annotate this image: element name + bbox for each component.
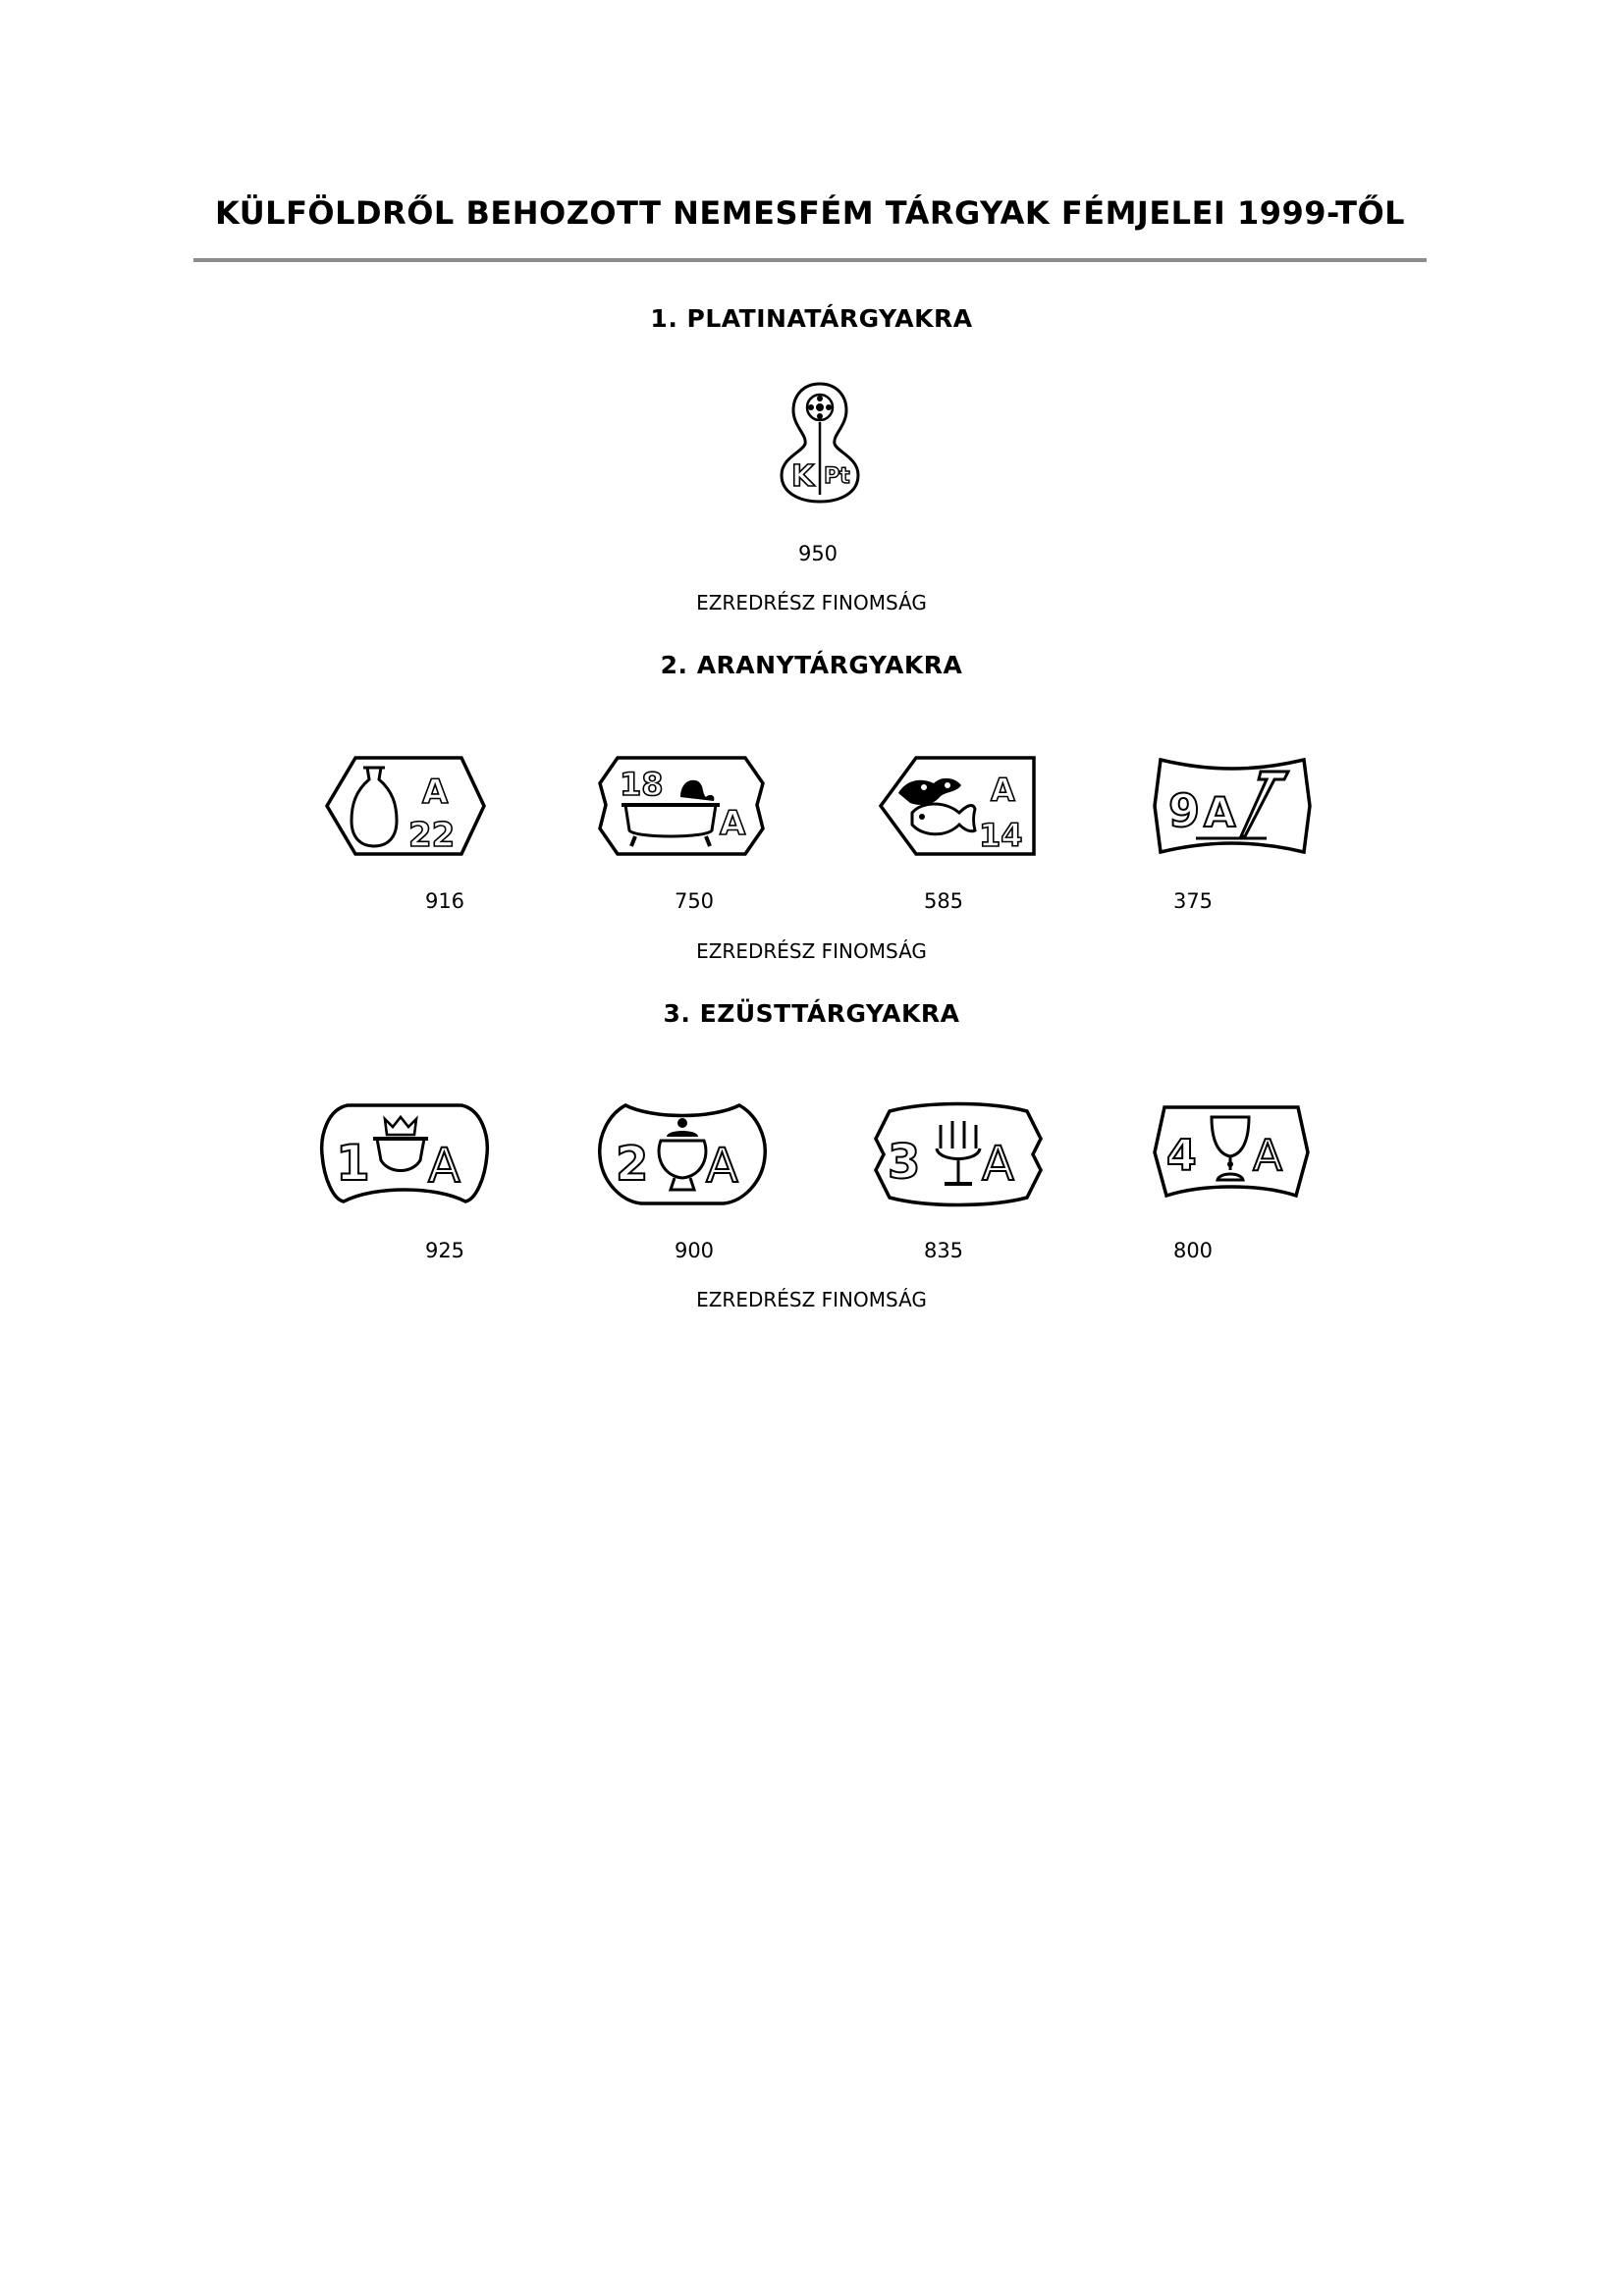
svg-text:3: 3 xyxy=(888,1135,921,1190)
section-heading-silver: 3. EZÜSTTÁRGYAKRA xyxy=(663,999,960,1028)
fineness-value: 900 xyxy=(674,1239,715,1262)
gold-mark-nail-icon xyxy=(1151,754,1314,858)
svg-text:2: 2 xyxy=(616,1137,649,1192)
fineness-caption: EZREDRÉSZ FINOMSÁG xyxy=(696,591,927,614)
svg-text:Pt: Pt xyxy=(824,464,850,489)
page-title: KÜLFÖLDRŐL BEHOZOTT NEMESFÉM TÁRGYAK FÉMJELEI 1999-TŐL xyxy=(214,194,1406,232)
fineness-caption: EZREDRÉSZ FINOMSÁG xyxy=(696,1288,927,1311)
gold-mark-vase-icon xyxy=(324,754,487,858)
section-heading-platinum: 1. PLATINATÁRGYAKRA xyxy=(650,304,973,333)
silver-mark-sugarbowl-icon xyxy=(596,1097,769,1207)
platinum-mark-kpt-icon xyxy=(778,381,862,505)
fineness-value: 925 xyxy=(424,1239,465,1262)
svg-text:18: 18 xyxy=(620,766,664,803)
svg-text:A: A xyxy=(982,1137,1014,1192)
fineness-value: 375 xyxy=(1172,889,1214,913)
fineness-caption: EZREDRÉSZ FINOMSÁG xyxy=(696,939,927,963)
section-heading-gold: 2. ARANYTÁRGYAKRA xyxy=(660,651,963,679)
svg-text:A: A xyxy=(1204,788,1236,836)
svg-text:A: A xyxy=(428,1139,460,1194)
svg-text:4: 4 xyxy=(1166,1131,1197,1181)
svg-text:K: K xyxy=(791,459,815,494)
silver-mark-crown-icon xyxy=(318,1099,491,1207)
fineness-value: 835 xyxy=(923,1239,964,1262)
title-divider xyxy=(193,258,1427,262)
silver-mark-candelabrum-icon xyxy=(868,1099,1049,1207)
fineness-value: 750 xyxy=(674,889,715,913)
svg-text:A: A xyxy=(720,804,746,843)
gold-mark-fish-icon xyxy=(877,754,1040,858)
fineness-value: 916 xyxy=(424,889,465,913)
svg-text:A: A xyxy=(422,773,449,812)
svg-text:A: A xyxy=(991,772,1015,809)
fineness-value: 950 xyxy=(797,542,839,565)
svg-text:22: 22 xyxy=(408,816,456,855)
svg-text:A: A xyxy=(1253,1131,1283,1181)
gold-mark-bathtub-icon xyxy=(596,754,767,858)
svg-text:14: 14 xyxy=(979,817,1023,854)
svg-text:A: A xyxy=(706,1139,738,1194)
fineness-value: 800 xyxy=(1172,1239,1214,1262)
silver-mark-chalice-icon xyxy=(1151,1103,1312,1209)
svg-text:1: 1 xyxy=(336,1135,370,1192)
fineness-value: 585 xyxy=(923,889,964,913)
svg-text:9: 9 xyxy=(1168,784,1201,837)
